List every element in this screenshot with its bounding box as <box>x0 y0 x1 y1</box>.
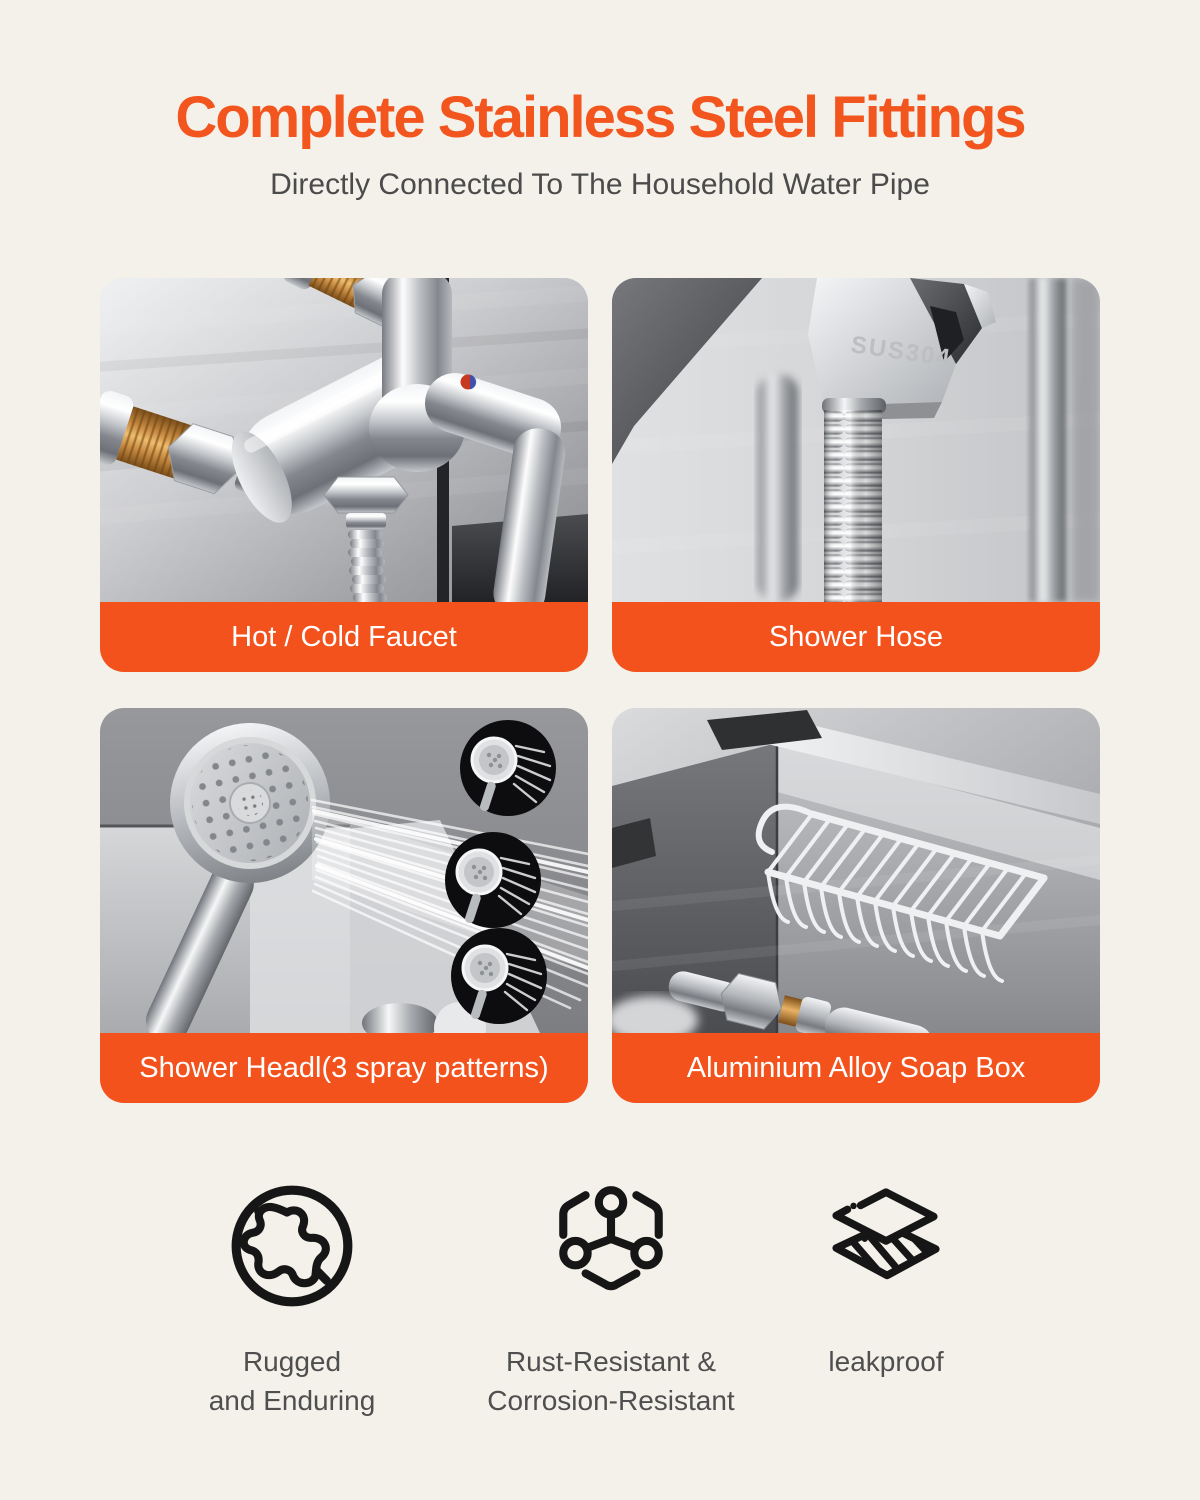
feature-rust-resistant-label: Rust-Resistant & Corrosion-Resistant <box>487 1346 735 1417</box>
card-soap-box <box>612 708 1100 1103</box>
soap-box-photo <box>612 708 1100 1033</box>
ribbed-hose <box>822 398 886 602</box>
shower-hose-photo <box>612 278 1100 602</box>
molecule-icon <box>545 1180 677 1312</box>
feature-rugged-label: Rugged and Enduring <box>208 1346 376 1417</box>
card-shower-hose <box>612 278 1100 672</box>
soap-box-illustration <box>612 708 1100 1033</box>
faucet-illustration <box>100 278 588 602</box>
caption-hot-cold-faucet: Hot / Cold Faucet <box>100 602 588 672</box>
shower-head-illustration <box>100 708 588 1033</box>
card-hot-cold-faucet <box>100 278 588 672</box>
caption-shower-hose: Shower Hose <box>612 602 1100 672</box>
feature-leakproof-label: leakproof <box>828 1346 944 1377</box>
card-shower-head <box>100 708 588 1103</box>
caption-shower-head: Shower Headl(3 spray patterns) <box>100 1033 588 1103</box>
background-rod <box>1030 278 1066 602</box>
shower-head-photo <box>100 708 588 1033</box>
feature-leakproof <box>706 1180 1066 1381</box>
page-title: Complete Stainless Steel Fittings <box>175 85 1025 150</box>
feature-rugged <box>112 1180 472 1420</box>
hot-cold-faucet-photo <box>100 278 588 602</box>
caption-soap-box: Aluminium Alloy Soap Box <box>612 1033 1100 1103</box>
page-subtitle: Directly Connected To The Household Water Pipe <box>270 168 930 201</box>
sus304-engraving: SUS304 <box>849 331 954 373</box>
shower-hose-illustration <box>612 278 1100 602</box>
no-rust-splat-icon <box>226 1180 358 1312</box>
layered-sheets-icon <box>820 1180 952 1312</box>
